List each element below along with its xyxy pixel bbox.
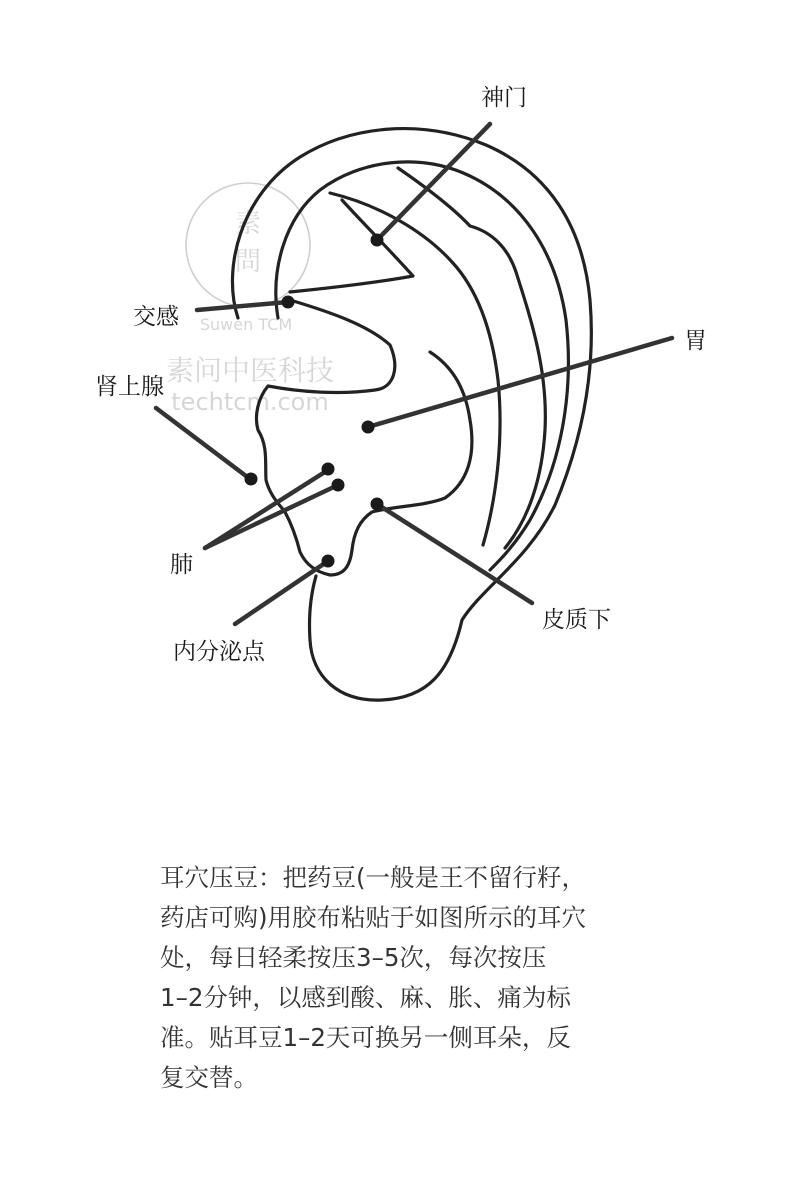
- instruction-line: 1–2分钟，以感到酸、麻、胀、痛为标: [160, 983, 571, 1012]
- instruction-line: 耳穴压豆：把药豆(一般是王不留行籽，: [160, 863, 587, 892]
- ear-antihelix-outer: [398, 168, 545, 548]
- instruction-line: 复交替。: [160, 1063, 258, 1092]
- ear-antihelix-inner: [330, 193, 500, 545]
- dot-shenmen: [371, 234, 384, 247]
- label-jiaogan: 交感: [133, 304, 179, 330]
- pointer-neifenmidian: [235, 561, 328, 624]
- watermark-site: techtcm.com: [171, 388, 329, 416]
- watermark-seal-char-top: 素: [234, 209, 262, 239]
- label-wei: 胃: [684, 328, 707, 354]
- label-shenshangxian: 肾上腺: [95, 374, 164, 400]
- instruction-line: 准。贴耳豆1–2天可换另一侧耳朵，反: [160, 1023, 571, 1052]
- pointer-shenshangxian: [156, 408, 250, 479]
- instruction-line: 处，每日轻柔按压3–5次，每次按压: [160, 943, 547, 972]
- watermark-brand-latin: Suwen TCM: [199, 315, 293, 334]
- pointer-shenmen: [377, 124, 490, 240]
- ear-crus-helix: [256, 300, 471, 575]
- usage-instructions: [160, 858, 645, 1098]
- dot-fei-lower: [332, 479, 345, 492]
- dot-jiaogan: [282, 296, 295, 309]
- pointer-pizhixia: [377, 504, 532, 603]
- dot-wei: [362, 421, 375, 434]
- dot-neifenmidian: [322, 555, 335, 568]
- dot-pizhixia: [371, 498, 384, 511]
- watermark-seal-circle: [186, 183, 310, 307]
- dot-shenshangxian: [245, 473, 258, 486]
- label-neifenmidian: 内分泌点: [173, 639, 265, 665]
- label-fei: 肺: [170, 552, 193, 578]
- pointer-jiaogan: [197, 302, 288, 310]
- watermark: [166, 183, 334, 416]
- pointer-wei: [368, 338, 672, 427]
- ear-triangular-fossa: [290, 200, 413, 292]
- watermark-brand-cn: 素问中医科技: [165, 354, 335, 387]
- label-shenmen: 神门: [481, 85, 527, 111]
- label-pizhixia: 皮质下: [542, 607, 611, 633]
- dot-fei-upper: [322, 463, 335, 476]
- instruction-line: 药店可购)用胶布粘贴于如图所示的耳穴: [160, 903, 587, 932]
- watermark-seal-char-bottom: 問: [234, 247, 262, 277]
